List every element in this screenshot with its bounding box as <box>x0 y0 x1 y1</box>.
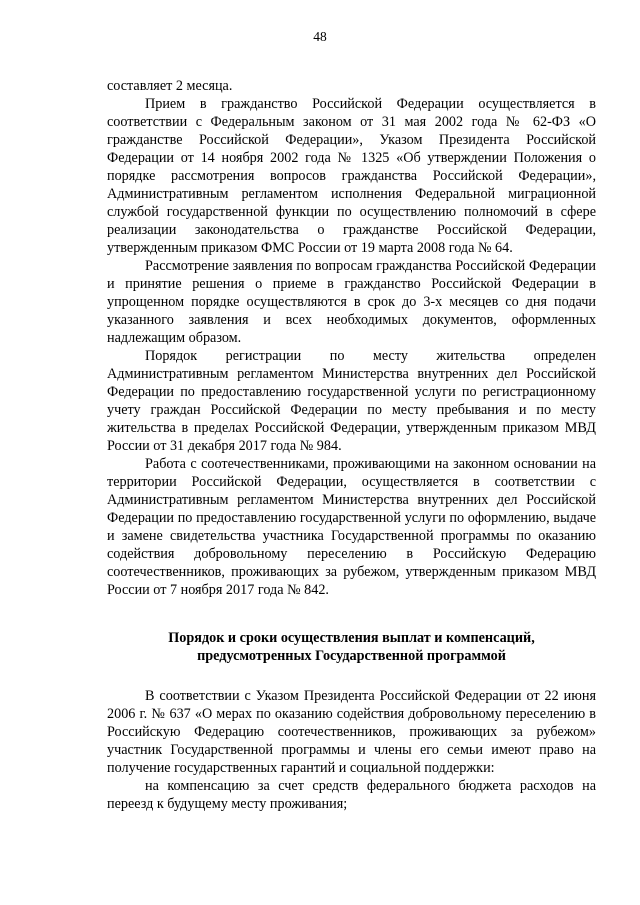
paragraph: составляет 2 месяца. <box>107 78 233 94</box>
page-body <box>107 77 596 813</box>
section-heading <box>107 629 596 665</box>
section-heading-line: Порядок и сроки осуществления выплат и компенсаций, <box>168 630 535 646</box>
paragraph: Прием в гражданство Российской Федерации осуществляется в соответствии с Федеральным законом от 31 мая 2002 года № 62-ФЗ «О гражданстве Российской Федерации», Указом Президента Российской Федерации от 14 ноября 2002 года № 1325 «Об утверждении Положения о порядке рассмотрения вопросов гражданства Российской Федерации», Административным регламентом исполнения Федеральной миграционной службой государственной функции по осуществлению полномочий в сфере реализации законодательства о гражданстве Российской Федерации, утвержденным приказом ФМС России от 19 марта 2008 года № 64. <box>107 96 596 256</box>
paragraph: Работа с соотечественниками, проживающими на законном основании на территории Российской Федерации, осуществляется в соответствии с Административным регламентом Министерства внутренних дел Российской Федерации по предоставлению государственной услуги по оформлению, выдаче и замене свидетельства участника Государственной программы по оказанию содействия добровольному переселению в Российскую Федерацию соотечественников, проживающих за рубежом, утвержденным приказом МВД России от 7 ноября 2017 года № 842. <box>107 456 596 598</box>
paragraph: Порядок регистрации по месту жительства определен Административным регламентом Министерства внутренних дел Российской Федерации по предоставлению государственной услуги по регистрационному учету граждан Российской Федерации по месту пребывания и по месту жительства в пределах Российской Федерации, утвержденным приказом МВД России от 31 декабря 2017 года № 984. <box>107 348 596 454</box>
section-heading-line: предусмотренных Государственной программой <box>197 648 506 664</box>
page-number: 48 <box>313 29 327 44</box>
paragraph: В соответствии с Указом Президента Российской Федерации от 22 июня 2006 г. № 637 «О мерах по оказанию содействия добровольному переселению в Российскую Федерацию соотечественников, проживающих за рубежом» участник Государственной программы и члены его семьи имеют право на получение государственных гарантий и социальной поддержки: <box>107 688 596 776</box>
paragraph: на компенсацию за счет средств федерального бюджета расходов на переезд к будущему месту проживания; <box>107 778 596 812</box>
paragraph: Рассмотрение заявления по вопросам гражданства Российской Федерации и принятие решения о приеме в гражданство Российской Федерации в упрощенном порядке осуществляются в срок до 3-х месяцев со дня подачи указанного заявления и всех необходимых документов, оформленных надлежащим образом. <box>107 258 596 346</box>
